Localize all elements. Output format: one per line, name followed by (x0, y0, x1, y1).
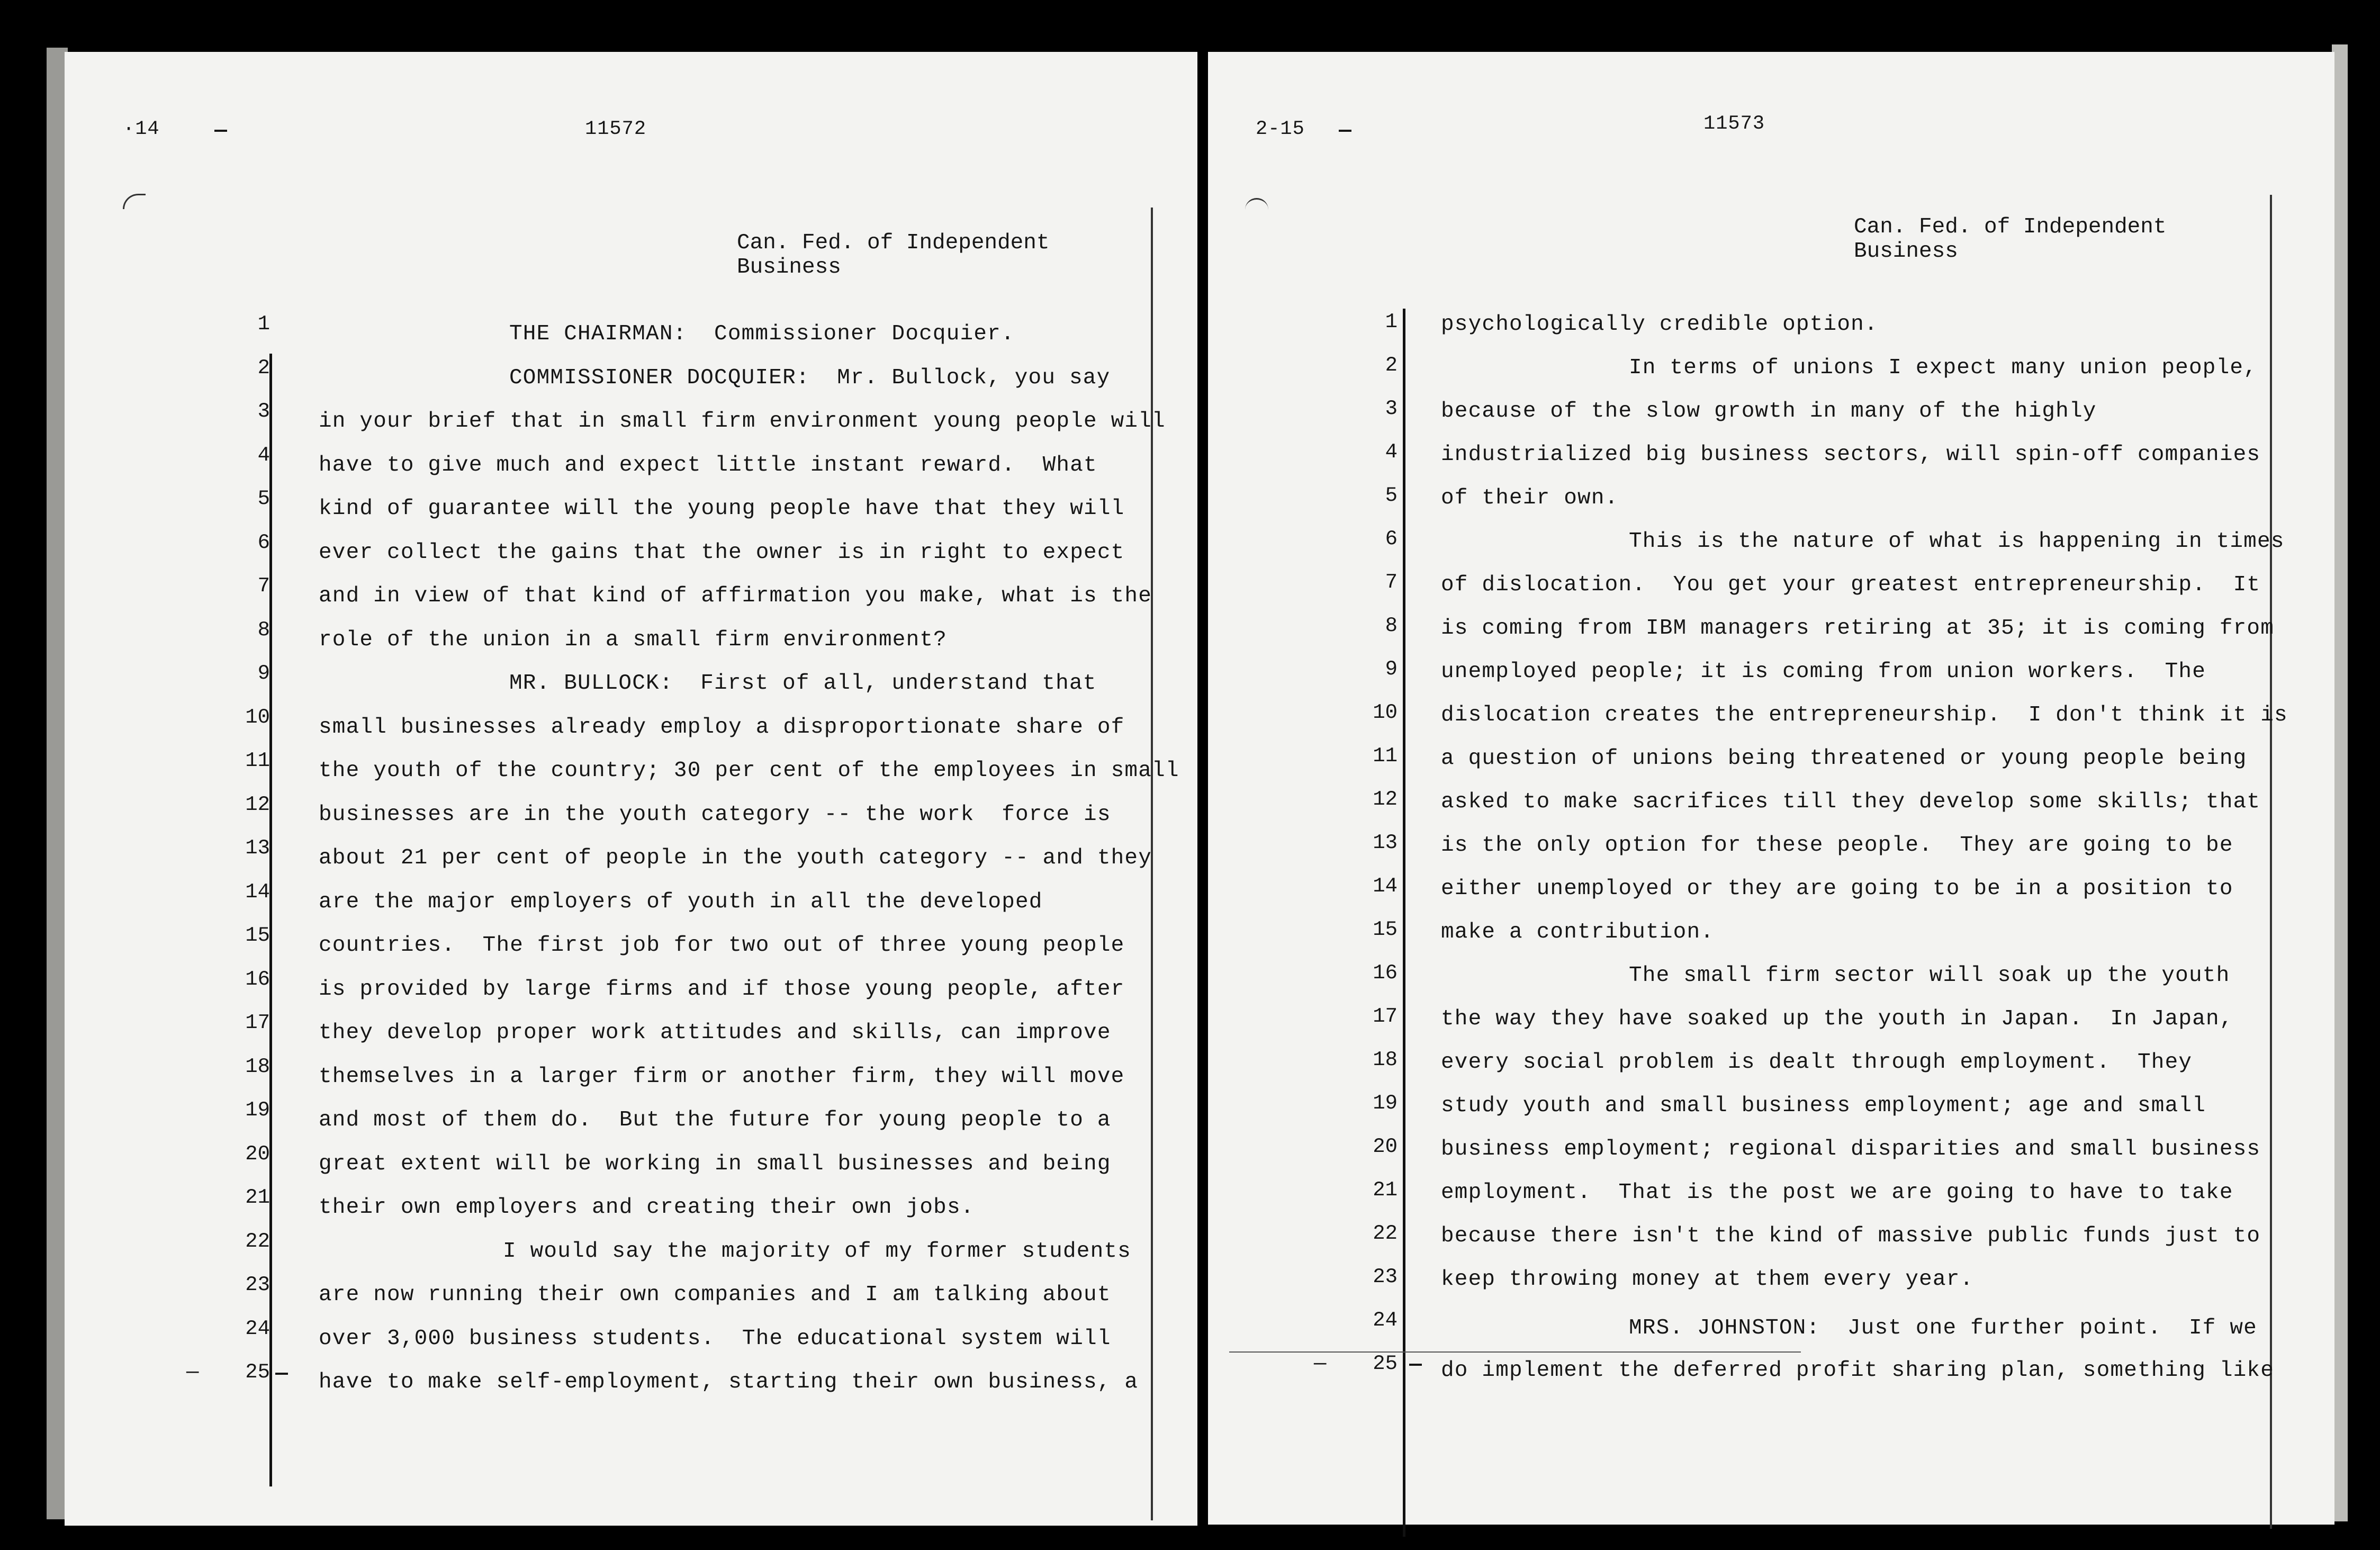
transcript-page-number: 11572 (585, 118, 647, 140)
line-number: 8 (257, 618, 270, 642)
transcript-line: do implement the deferred profit sharing plan, something like (1441, 1358, 2275, 1383)
transcript-line: In terms of unions I expect many union people, (1629, 356, 2257, 380)
transcript-line: I would say the majority of my former students (503, 1239, 1131, 1264)
line-number: 7 (1385, 571, 1398, 594)
caption-line: Business (1854, 239, 1958, 264)
line-number: 16 (245, 968, 270, 991)
line-25-marker (275, 1373, 288, 1375)
line-number: 14 (1373, 875, 1398, 898)
line-number: 13 (1373, 831, 1398, 854)
line-number: 2 (1385, 354, 1398, 377)
transcript-line: every social problem is dealt through employment. They (1441, 1050, 2193, 1075)
line-number: 21 (245, 1186, 270, 1209)
transcript-line: MR. BULLOCK: First of all, understand that (509, 671, 1097, 696)
caption-line: Can. Fed. of Independent (1854, 215, 2167, 239)
scan-mark (1245, 198, 1268, 211)
line-number: 12 (1373, 788, 1398, 811)
transcript-line: of dislocation. You get your greatest entrepreneurship. It (1441, 573, 2261, 597)
line-number: 14 (245, 880, 270, 904)
line-number: 23 (245, 1273, 270, 1296)
line-number: 1 (1385, 310, 1398, 334)
line-number: 4 (257, 444, 270, 467)
line-number: 19 (245, 1098, 270, 1122)
transcript-line: asked to make sacrifices till they develop some skills; that (1441, 790, 2261, 814)
transcript-line: either unemployed or they are going to be in a position to (1441, 877, 2233, 901)
line-number: 24 (245, 1317, 270, 1340)
transcript-line: This is the nature of what is happening in times (1629, 529, 2285, 554)
transcript-line: because there isn't the kind of massive public funds just to (1441, 1224, 2261, 1248)
transcript-line: role of the union in a small firm environment? (319, 628, 947, 652)
transcript-line: small businesses already employ a disproportionate share of (319, 715, 1125, 740)
page-label: ·14 (123, 118, 160, 140)
transcript-line: psychologically credible option. (1441, 312, 1878, 337)
transcript-line: is coming from IBM managers retiring at 35; it is coming from (1441, 616, 2275, 641)
line-number: 1 (257, 312, 270, 336)
transcript-line: are now running their own companies and I am talking about (319, 1283, 1111, 1307)
line-number: 3 (1385, 397, 1398, 420)
line-number: 20 (1373, 1135, 1398, 1158)
transcript-line: study youth and small business employment; age and small (1441, 1094, 2206, 1118)
transcript-line: COMMISSIONER DOCQUIER: Mr. Bullock, you say (509, 366, 1111, 390)
transcript-line: are the major employers of youth in all the developed (319, 890, 1043, 914)
transcript-line: because of the slow growth in many of the highly (1441, 399, 2097, 423)
line-number-rule (1403, 309, 1405, 1537)
line-number: 13 (245, 836, 270, 860)
line-number: 11 (1373, 744, 1398, 768)
transcript-line: business employment; regional disparities and small business (1441, 1137, 2261, 1161)
line-number: — 25 (223, 1360, 270, 1384)
line-number: 10 (1373, 701, 1398, 724)
transcript-line: employment. That is the post we are going to have to take (1441, 1180, 2233, 1205)
line-number: 9 (1385, 657, 1398, 681)
line-number: 4 (1385, 440, 1398, 464)
line-number: 23 (1373, 1265, 1398, 1288)
line-number: 7 (257, 574, 270, 598)
header-dash (214, 130, 227, 132)
transcript-line: ever collect the gains that the owner is in right to expect (319, 540, 1125, 565)
transcript-line: countries. The first job for two out of three young people (319, 933, 1125, 958)
line-number: 22 (245, 1230, 270, 1253)
transcript-line: their own employers and creating their own jobs. (319, 1195, 975, 1220)
line-number: 5 (1385, 484, 1398, 507)
transcript-line: kind of guarantee will the young people have that they will (319, 497, 1125, 521)
transcript-line: great extent will be working in small businesses and being (319, 1152, 1111, 1176)
line-number-rule (269, 354, 272, 1486)
transcript-line: over 3,000 business students. The educational system will (319, 1327, 1111, 1351)
line-number: 12 (245, 793, 270, 816)
line-number: 18 (1373, 1048, 1398, 1071)
transcript-line: in your brief that in small firm environment young people will (319, 409, 1166, 434)
transcript-line: dislocation creates the entrepreneurship. I don't think it is (1441, 703, 2288, 727)
transcript-line: make a contribution. (1441, 920, 1715, 944)
line-number: 10 (245, 706, 270, 729)
transcript-line: a question of unions being threatened or young people being (1441, 746, 2247, 771)
transcript-line: is the only option for these people. They are going to be (1441, 833, 2233, 858)
transcript-line: themselves in a larger firm or another firm, they will move (319, 1065, 1125, 1089)
line-number: 15 (1373, 918, 1398, 941)
line-number: 11 (245, 749, 270, 772)
transcript-line: is provided by large firms and if those young people, after (319, 977, 1125, 1002)
transcript-line: MRS. JOHNSTON: Just one further point. If we (1629, 1316, 2257, 1340)
transcript-page-number: 11573 (1703, 113, 1765, 135)
caption-line: Business (737, 255, 841, 280)
transcript-line: about 21 per cent of people in the youth category -- and they (319, 846, 1152, 870)
line-number: — 25 (1351, 1352, 1398, 1375)
transcript-line: THE CHAIRMAN: Commissioner Docquier. (509, 322, 1015, 346)
line-number: 17 (245, 1011, 270, 1034)
transcript-line: The small firm sector will soak up the youth (1629, 963, 2230, 988)
witness-caption (1854, 215, 2167, 264)
transcript-line: have to give much and expect little instant reward. What (319, 453, 1097, 477)
line-number: 17 (1373, 1005, 1398, 1028)
transcript-page-left (65, 52, 1197, 1526)
transcript-line: the way they have soaked up the youth in Japan. In Japan, (1441, 1007, 2233, 1031)
transcript-line: of their own. (1441, 486, 1619, 510)
transcript-line: keep throwing money at them every year. (1441, 1267, 1974, 1292)
line-number: 20 (245, 1142, 270, 1166)
line-number: 2 (257, 356, 270, 380)
scan-mark (123, 194, 146, 209)
witness-caption (737, 231, 1050, 280)
page-label: 2-15 (1256, 118, 1305, 140)
transcript-line: they develop proper work attitudes and skills, can improve (319, 1021, 1111, 1045)
header-dash (1339, 130, 1351, 132)
transcript-line: the youth of the country; 30 per cent of the employees in small (319, 759, 1179, 783)
line-number: 6 (1385, 527, 1398, 551)
line-number: 24 (1373, 1309, 1398, 1332)
transcript-line: businesses are in the youth category -- the work force is (319, 803, 1111, 827)
line-number: 3 (257, 400, 270, 423)
line-number: 16 (1373, 961, 1398, 985)
transcript-line: and in view of that kind of affirmation you make, what is the (319, 584, 1152, 608)
transcript-page-right (1208, 52, 2334, 1525)
transcript-line: have to make self-employment, starting their own business, a (319, 1370, 1139, 1394)
line-number: 6 (257, 531, 270, 554)
line-number: 15 (245, 924, 270, 947)
line-number: 22 (1373, 1222, 1398, 1245)
line-number: 18 (245, 1055, 270, 1078)
line-25-marker (1409, 1364, 1422, 1366)
line-number: 9 (257, 662, 270, 685)
transcript-line: industrialized big business sectors, will spin-off companies (1441, 443, 2261, 467)
transcript-line: unemployed people; it is coming from union workers. The (1441, 660, 2206, 684)
right-margin-rule (2270, 195, 2272, 1529)
line-number: 21 (1373, 1178, 1398, 1202)
caption-line: Can. Fed. of Independent (737, 231, 1050, 255)
line-number: 19 (1373, 1092, 1398, 1115)
transcript-line: and most of them do. But the future for young people to a (319, 1108, 1111, 1132)
line-number: 5 (257, 487, 270, 510)
line-number: 8 (1385, 614, 1398, 637)
